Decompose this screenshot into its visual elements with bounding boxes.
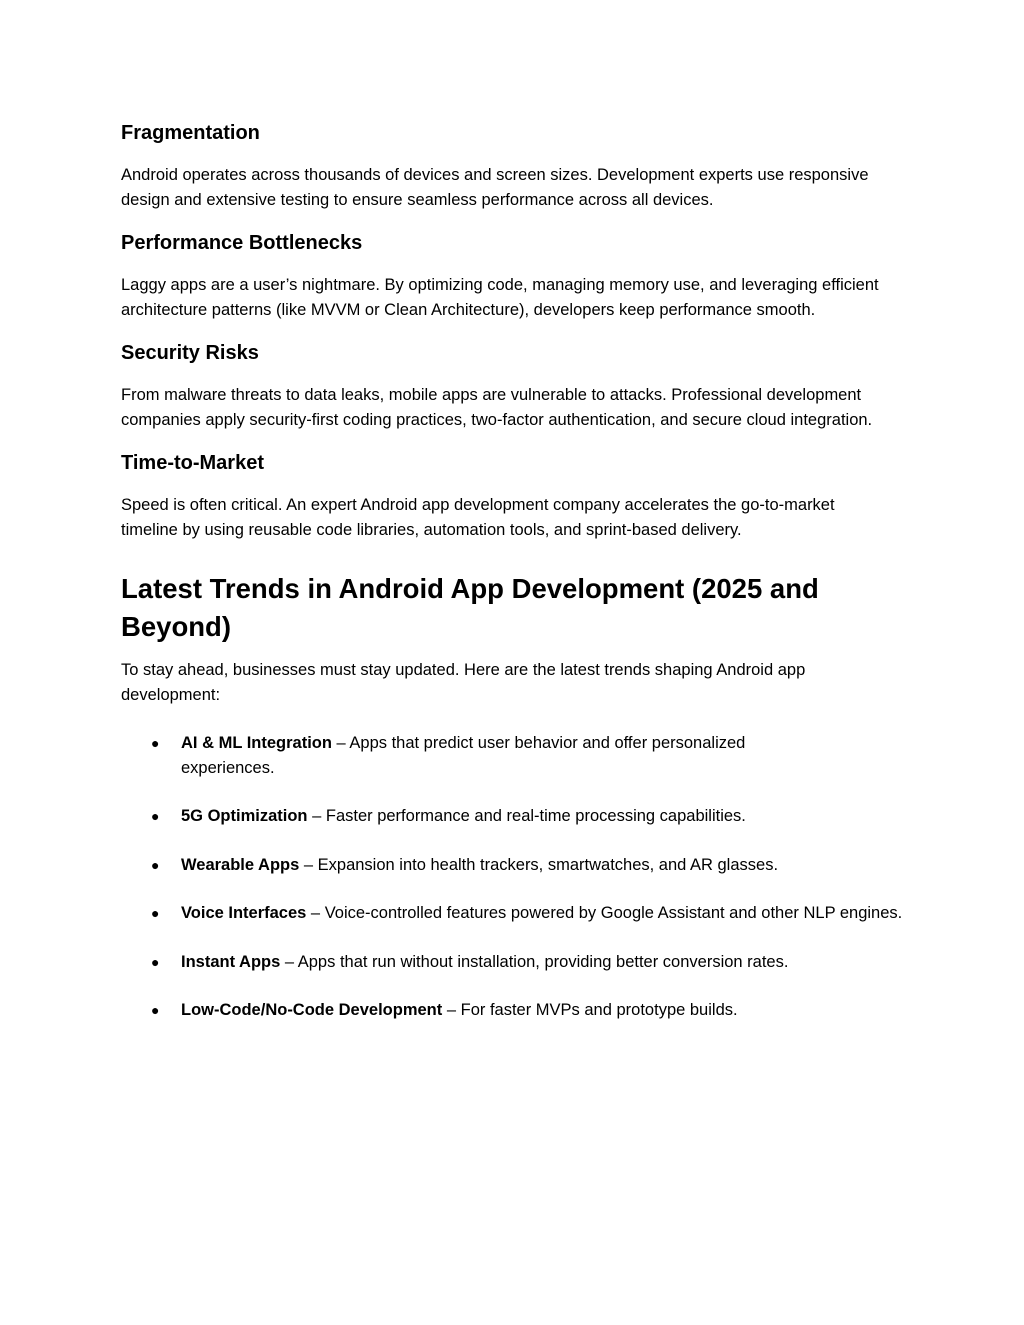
list-item — [121, 853, 911, 878]
trends-list — [121, 731, 911, 1023]
section-heading: Security Risks — [121, 342, 259, 364]
trend-term: AI & ML Integration — [181, 734, 332, 752]
section-paragraph: From malware threats to data leaks, mobile apps are vulnerable to attacks. Professional development companies apply security-first coding practices, two-factor authentication, and secure cloud integration. — [121, 386, 873, 429]
bullet-icon: ● — [151, 1002, 160, 1018]
list-item — [121, 731, 821, 780]
list-item — [121, 998, 911, 1023]
section-paragraph: Android operates across thousands of devices and screen sizes. Development experts use responsive design and extensive testing to ensure seamless performance across all devices. — [121, 166, 869, 209]
document-page — [121, 116, 911, 1047]
trends-title: Latest Trends in Android App Development (2025 and Beyond) — [121, 573, 819, 642]
bullet-icon: ● — [151, 856, 160, 873]
trend-description: – Apps that run without installation, providing better conversion rates. — [280, 952, 789, 971]
trend-term: Voice Interfaces — [181, 904, 307, 922]
section-paragraph: Speed is often critical. An expert Android app development company accelerates the go-to-market timeline by using reusable code libraries, automation tools, and sprint-based delivery. — [121, 496, 835, 539]
trend-description: – Apps that predict user behavior and offer personalized experiences. — [181, 734, 746, 777]
section-heading: Time-to-Market — [121, 452, 264, 474]
section-paragraph: Laggy apps are a user’s nightmare. By optimizing code, managing memory use, and leveraging efficient architecture patterns (like MVVM or Clean Architecture), developers keep performance smooth. — [121, 276, 879, 319]
list-item — [121, 950, 911, 975]
trend-term: Wearable Apps — [181, 855, 300, 874]
trend-term: Instant Apps — [181, 952, 281, 971]
trend-description: – Faster performance and real-time processing capabilities. — [307, 807, 746, 825]
list-item — [121, 901, 911, 926]
trends-intro: To stay ahead, businesses must stay updated. Here are the latest trends shaping Android app development: — [121, 661, 806, 704]
list-item — [121, 804, 881, 829]
bullet-icon: ● — [151, 808, 160, 824]
section-heading: Fragmentation — [121, 122, 260, 144]
bullet-icon: ● — [151, 735, 160, 751]
trend-description: – For faster MVPs and prototype builds. — [442, 1001, 738, 1019]
bullet-icon: ● — [151, 905, 160, 921]
trend-term: 5G Optimization — [181, 807, 308, 825]
section-heading: Performance Bottlenecks — [121, 232, 363, 254]
bullet-icon: ● — [151, 953, 160, 970]
trend-description: – Voice-controlled features powered by Google Assistant and other NLP engines. — [306, 904, 903, 922]
trend-term: Low-Code/No-Code Development — [181, 1001, 443, 1019]
trend-description: – Expansion into health trackers, smartwatches, and AR glasses. — [299, 855, 779, 874]
